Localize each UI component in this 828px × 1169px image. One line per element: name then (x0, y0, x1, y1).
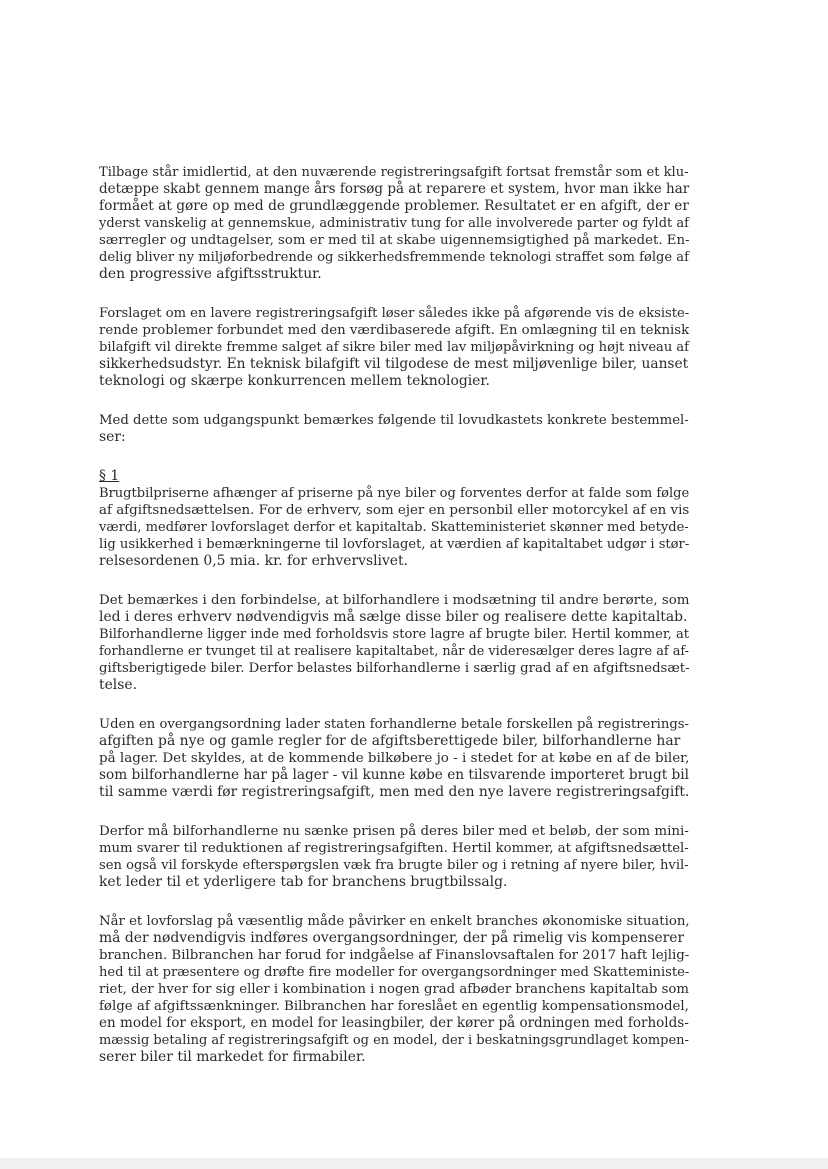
text-line: Bilforhandlerne ligger inde med forholdsvis store lagre af brugte biler. Hertil kommer, at (99, 627, 689, 642)
section-heading: § 1 (99, 468, 120, 484)
paragraph (99, 823, 689, 891)
paragraph (99, 164, 690, 283)
text-line: lig usikkerhed i bemærkningerne til lovforslaget, at værdien af kapitaltabet udgør i stør- (99, 537, 690, 552)
text-line: sen også vil forskyde efterspørgslen væk fra brugte biler og i retning af nyere biler, hvil- (99, 858, 689, 873)
text-line: må der nødvendigvis indføres overgangsordninger, der på rimelig vis kompenserer (99, 930, 685, 946)
text-line: af afgiftsnedsættelsen. For de erhverv, som ejer en personbil eller motorcykel af en vis (99, 503, 690, 518)
paragraph (99, 592, 690, 694)
text-line: led i deres erhverv nødvendigvis må sælge disse biler og realisere dette kapitaltab. (99, 609, 688, 625)
text-line: teknologi og skærpe konkurrencen mellem teknologier. (99, 373, 490, 389)
paragraph (99, 913, 690, 1066)
text-line: Derfor må bilforhandlerne nu sænke prisen på deres biler med et beløb, der som mini- (99, 824, 689, 839)
text-line: som bilforhandlerne har på lager - vil kunne købe en tilsvarende importeret brugt bil (99, 767, 689, 783)
text-line: branchen. Bilbranchen har forud for indgåelse af Finanslovsaftalen for 2017 haft lejlig- (99, 948, 690, 963)
text-line: formået at gøre op med de grundlæggende problemer. Resultatet er en afgift, der er (99, 198, 689, 214)
text-line: den progressive afgiftsstruktur. (99, 266, 322, 282)
scan-bottom-edge (0, 1158, 828, 1169)
paragraph (99, 468, 690, 570)
paragraph (99, 412, 689, 446)
text-line: følge af afgiftssænkninger. Bilbranchen har foreslået en egentlig kompensationsmodel, (99, 999, 689, 1014)
text-line: forhandlerne er tvunget til at realisere kapitaltabet, når de videresælger deres lagre af af- (99, 644, 689, 659)
text-line: giftsberigtigede biler. Derfor belastes bilforhandlerne i særlig grad af en afgiftsnedsæt- (99, 661, 690, 676)
text-line: relsesordenen 0,5 mia. kr. for erhvervslivet. (99, 553, 409, 569)
text-line: afgiften på nye og gamle regler for de afgiftsberettigede biler, bilforhandlerne har (99, 733, 681, 749)
text-line: en model for eksport, en model for leasingbiler, der kører på ordningen med forholds- (99, 1015, 689, 1031)
text-line: Tilbage står imidlertid, at den nuværende registreringsafgift fortsat fremstår som et klu- (99, 165, 689, 180)
text-line: delig bliver ny miljøforbedrende og sikkerhedsfremmende teknologi straffet som følge af (99, 250, 689, 265)
text-line: sikkerhedsudstyr. En teknisk bilafgift vil tilgodese de mest miljøvenlige biler, uanset (99, 356, 689, 372)
paragraph (99, 716, 690, 801)
text-line: værdi, medfører lovforslaget derfor et kapitaltab. Skatteministeriet skønner med betyde- (99, 520, 689, 535)
text-line: riet, der hver for sig eller i kombination i nogen grad afbøder branchens kapitaltab som (99, 982, 689, 997)
document-body (99, 164, 690, 1088)
text-line: mum svarer til reduktionen af registreringsafgiften. Hertil kommer, at afgiftsnedsættel- (99, 841, 689, 856)
text-line: yderst vanskelig at gennemskue, administrativ tung for alle involverede parter og fyldt af (99, 216, 689, 231)
text-line: Brugtbilpriserne afhænger af priserne på nye biler og forventes derfor at falde som følge (99, 486, 690, 501)
text-line: på lager. Det skyldes, at de kommende bilkøbere jo - i stedet for at købe en af de biler, (99, 750, 690, 766)
text-line: Når et lovforslag på væsentlig måde påvirker en enkelt branches økonomiske situation, (99, 914, 690, 929)
text-line: bilafgift vil direkte fremme salget af sikre biler med lav miljøpåvirkning og højt niveau af (99, 340, 689, 355)
text-line: Forslaget om en lavere registreringsafgift løser således ikke på afgørende vis de eksiste- (99, 306, 690, 321)
text-line: Uden en overgangsordning lader staten forhandlerne betale forskellen på registrerings- (99, 717, 689, 732)
text-line: telse. (99, 677, 138, 693)
text-line: rende problemer forbundet med den værdibaserede afgift. En omlægning til en teknisk (99, 323, 690, 338)
paragraph (99, 305, 690, 390)
text-line: ket leder til et yderligere tab for branchens brugtbilssalg. (99, 874, 508, 890)
text-line: serer biler til markedet for firmabiler. (99, 1049, 366, 1065)
text-line: Det bemærkes i den forbindelse, at bilforhandlere i modsætning til andre berørte, som (99, 593, 690, 608)
text-line: detæppe skabt gennem mange års forsøg på at reparere et system, hvor man ikke har (99, 181, 690, 197)
text-line: ser: (99, 429, 126, 445)
text-line: til samme værdi før registreringsafgift, men med den nye lavere registreringsafgift. (99, 784, 690, 800)
text-line: mæssig betaling af registreringsafgift og en model, der i beskatningsgrundlaget kompen- (99, 1033, 689, 1048)
text-line: særregler og undtagelser, som er med til at skabe uigennemsigtighed på markedet. En- (99, 233, 690, 248)
text-line: Med dette som udgangspunkt bemærkes følgende til lovudkastets konkrete bestemmel- (99, 413, 689, 428)
text-line: hed til at præsentere og drøfte fire modeller for overgangsordninger med Skatteministe- (99, 965, 690, 980)
